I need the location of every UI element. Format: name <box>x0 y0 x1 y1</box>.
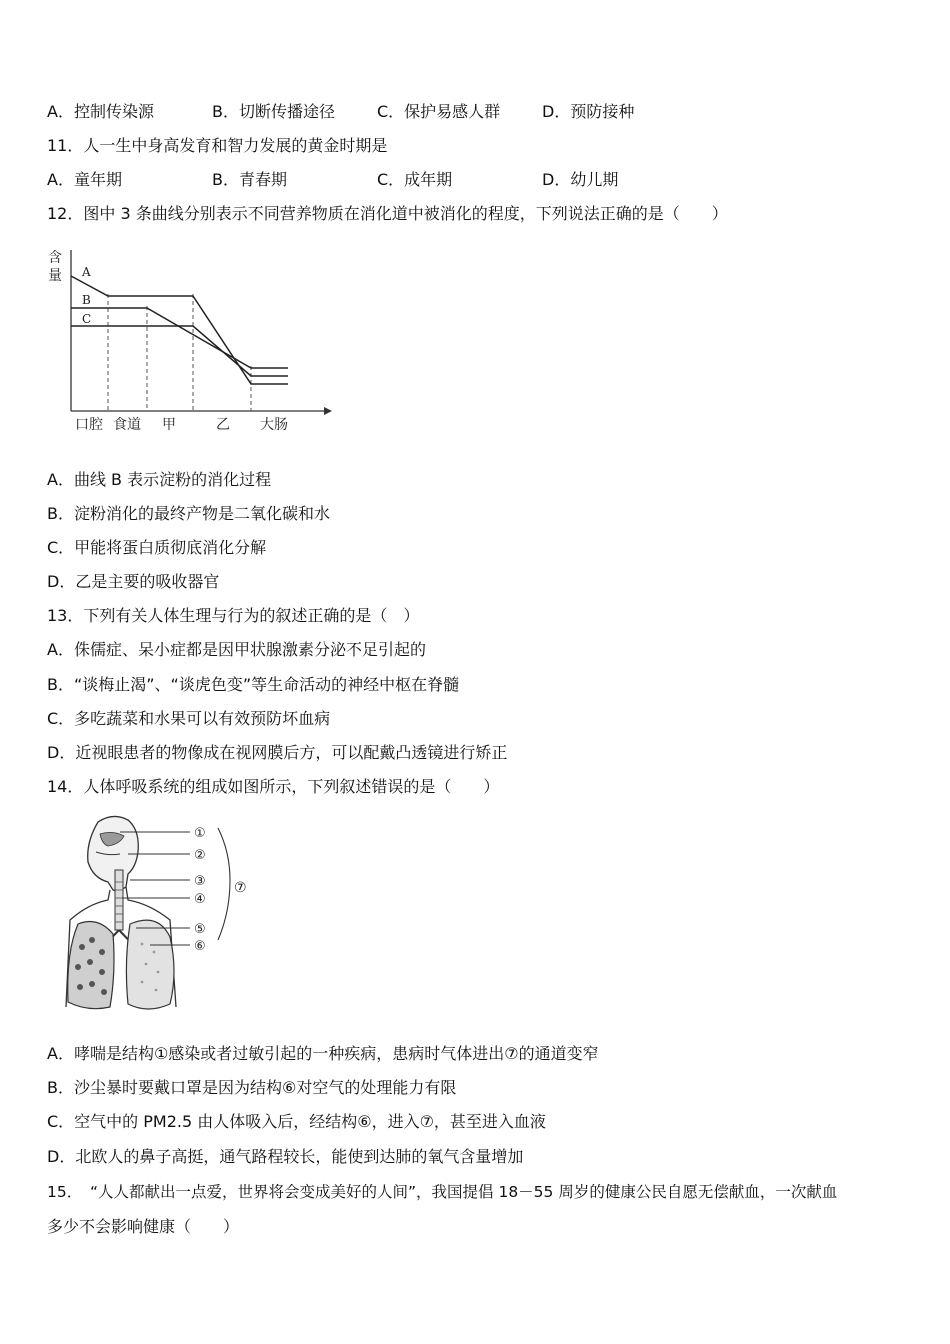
q10-option-c[interactable]: C．保护易感人群 <box>377 102 501 121</box>
q11-stem: 11．人一生中身高发育和智力发展的黄金时期是 <box>47 136 388 155</box>
respiratory-system-figure <box>58 812 258 1022</box>
q15-stem-line-2: 多少不会影响健康（ ） <box>47 1217 240 1236</box>
q14-option-b[interactable]: B．沙尘暴时要戴口罩是因为结构⑥对空气的处理能力有限 <box>47 1078 457 1097</box>
curve-b <box>71 308 288 368</box>
figure-ylabel-2: 量 <box>48 268 62 284</box>
x-axis-arrow <box>324 407 332 415</box>
curve-label-c: C <box>82 312 92 326</box>
xlabel-oral: 口腔 <box>75 417 103 433</box>
digestion-curve-figure <box>44 246 334 436</box>
left-lung-icon <box>68 922 114 1009</box>
q10-option-b[interactable]: B．切断传播途径 <box>212 102 335 121</box>
q14-option-d[interactable]: D．北欧人的鼻子高挺，通气路程较长，能使到达肺的氧气含量增加 <box>47 1147 524 1166</box>
xlabel-esophagus: 食道 <box>113 417 141 433</box>
q12-option-b[interactable]: B．淀粉消化的最终产物是二氧化碳和水 <box>47 504 330 523</box>
q15-stem-line-1: 15． “人人都献出一点爱，世界将会变成美好的人间”，我国提倡 18－55 周岁的健康公民自愿无偿献血，一次献血 <box>47 1183 838 1201</box>
marker-2: ② <box>194 848 206 863</box>
q12-option-a[interactable]: A．曲线 B 表示淀粉的消化过程 <box>47 470 272 489</box>
q11-option-b[interactable]: B．青春期 <box>212 170 287 189</box>
marker-1: ① <box>194 826 206 841</box>
q10-option-a[interactable]: A．控制传染源 <box>47 102 154 121</box>
q12-option-d[interactable]: D．乙是主要的吸收器官 <box>47 572 220 591</box>
q13-option-d[interactable]: D．近视眼患者的物像成在视网膜后方，可以配戴凸透镜进行矫正 <box>47 743 508 762</box>
xlabel-yi: 乙 <box>216 417 230 433</box>
xlabel-jia: 甲 <box>162 417 176 433</box>
xlabel-large-intestine: 大肠 <box>260 417 288 433</box>
q13-option-b[interactable]: B．“谈梅止渴”、“谈虎色变”等生命活动的神经中枢在脊髓 <box>47 675 460 694</box>
q13-option-c[interactable]: C．多吃蔬菜和水果可以有效预防坏血病 <box>47 709 331 728</box>
q13-option-a[interactable]: A．侏儒症、呆小症都是因甲状腺激素分泌不足引起的 <box>47 640 426 659</box>
q14-option-c[interactable]: C．空气中的 PM2.5 由人体吸入后，经结构⑥，进入⑦，甚至进入血液 <box>47 1112 546 1131</box>
marker-4: ④ <box>194 892 206 907</box>
marker-5: ⑤ <box>194 922 206 937</box>
q14-option-a[interactable]: A．哮喘是结构①感染或者过敏引起的一种疾病，患病时气体进出⑦的通道变窄 <box>47 1044 599 1063</box>
head-outline-icon <box>88 816 139 890</box>
marker-7: ⑦ <box>234 880 247 896</box>
curve-label-a: A <box>82 265 91 279</box>
q12-option-c[interactable]: C．甲能将蛋白质彻底消化分解 <box>47 538 267 557</box>
marker-6: ⑥ <box>194 939 206 954</box>
curve-label-b: B <box>82 293 91 307</box>
q11-option-a[interactable]: A．童年期 <box>47 170 122 189</box>
q11-option-c[interactable]: C．成年期 <box>377 170 453 189</box>
right-lung-icon <box>126 920 174 1009</box>
figure-ylabel-1: 含 <box>48 250 62 266</box>
q13-stem: 13．下列有关人体生理与行为的叙述正确的是（ ） <box>47 606 420 625</box>
trachea-icon <box>115 870 123 930</box>
q11-option-d[interactable]: D．幼儿期 <box>542 170 619 189</box>
q12-stem: 12．图中 3 条曲线分别表示不同营养物质在消化道中被消化的程度，下列说法正确的是（ ） <box>47 204 728 223</box>
q14-stem: 14．人体呼吸系统的组成如图所示，下列叙述错误的是（ ） <box>47 777 500 796</box>
q10-option-d[interactable]: D．预防接种 <box>542 102 635 121</box>
marker-3: ③ <box>194 874 206 889</box>
group-brace-icon <box>218 828 230 940</box>
